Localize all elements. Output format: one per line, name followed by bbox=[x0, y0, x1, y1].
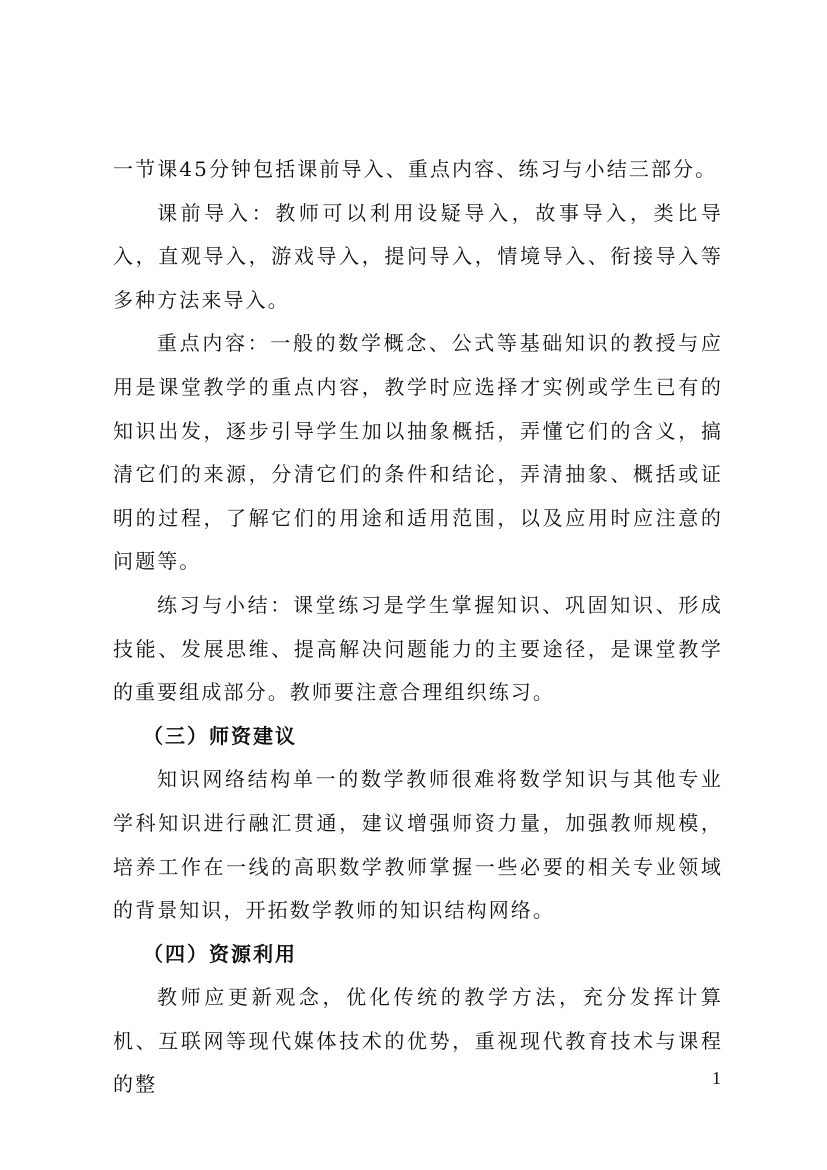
section-heading-teacher-suggestions: （三）师资建议 bbox=[143, 723, 297, 748]
paragraph-intro: 一节课45分钟包括课前导入、重点内容、练习与小结三部分。 bbox=[113, 157, 718, 181]
document-body bbox=[113, 148, 723, 1107]
paragraph-lesson-intro: 课前导入：教师可以利用设疑导入，故事导入，类比导入，直观导入，游戏导入，提问导入，情境导入、衔接导入等多种方法来导入。 bbox=[113, 200, 723, 312]
section-heading-resource-use: （四）资源利用 bbox=[143, 941, 297, 966]
paragraph-key-content: 重点内容：一般的数学概念、公式等基础知识的教授与应用是课堂教学的重点内容，教学时应选择才实例或学生已有的知识出发，逐步引导学生加以抽象概括，弄懂它们的含义，搞清它们的来源，分清它们的条件和结论，弄清抽象、概括或证明的过程，了解它们的用途和适用范围，以及应用时应注意的问题等。 bbox=[113, 331, 723, 574]
paragraph-teacher-suggestions: 知识网络结构单一的数学教师很难将数学知识与其他专业学科知识进行融汇贯通，建议增强师资力量，加强教师规模，培养工作在一线的高职数学教师掌握一些必要的相关专业领域的背景知识，开拓数学教师的知识结构网络。 bbox=[113, 767, 723, 923]
paragraph-resource-use: 教师应更新观念，优化传统的教学方法，充分发挥计算机、互联网等现代媒体技术的优势，重视现代教育技术与课程的整 bbox=[113, 985, 723, 1097]
paragraph-practice-summary: 练习与小结：课堂练习是学生掌握知识、巩固知识、形成技能、发展思维、提高解决问题能力的主要途径，是课堂教学的重要组成部分。教师要注意合理组织练习。 bbox=[113, 592, 723, 705]
page-number: 1 bbox=[712, 1068, 721, 1088]
